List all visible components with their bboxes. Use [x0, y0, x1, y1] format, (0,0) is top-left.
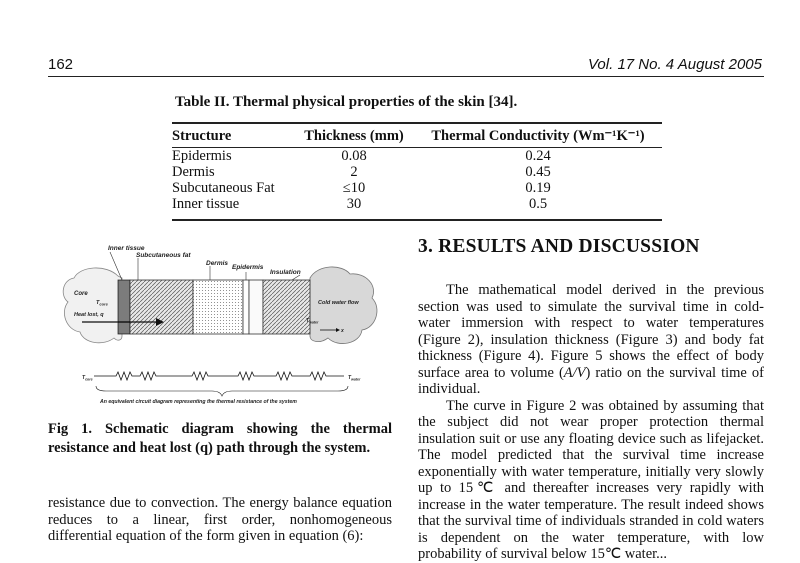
results-paragraph-2: The curve in Figure 2 was obtained by assuming that the subject did not wear proper protection thermal insulation suit or use any floating device such as lifejacket. The model predicted that the survival time increase exponentially with water temperature, initially very slowly up to 15℃ and thereafter increases very rapidly with increase in the water temperature. The result indeed shows that the survival time of individuals stranded in cold waters is dependent on the water temperature, with low probability of survival below 15℃ water...	[418, 397, 764, 562]
table-cell: Dermis	[172, 164, 215, 180]
label-epidermis: Epidermis	[232, 264, 264, 271]
column-header-structure: Structure	[172, 128, 232, 144]
t-core-subscript: core	[99, 301, 108, 307]
results-paragraph-1	[418, 282, 764, 398]
label-insulation: Insulation	[270, 269, 301, 276]
circuit-t-core-symbol: T	[82, 375, 86, 381]
circuit-t-core-subscript: core	[85, 377, 93, 382]
label-x-axis: x	[341, 328, 344, 334]
para1-text: The mathematical model derived in the previous section was used to simulate the survival time in cold-water immersion with respect to water temperatures (Figure 2), insulation thickness (Figure 3) and body fat thickness (Figure 4). Figure 5 shows the effect of body surface area to volume (	[418, 282, 764, 381]
table-row	[172, 146, 662, 164]
table-caption: Table II. Thermal physical properties of the skin [34].	[175, 94, 518, 110]
figure-caption: Fig 1. Schematic diagram showing the thermal resistance and heat lost (q) path through the system.	[48, 421, 392, 456]
left-body-text: resistance due to convection. The energy balance equation reduces to a linear, first order, nonhomogeneous differential equation of the form given in equation (6):	[48, 495, 392, 544]
column-header-conductivity: Thermal Conductivity (Wm⁻¹K⁻¹)	[431, 128, 645, 144]
table-row	[172, 180, 662, 196]
column-header-thickness: Thickness (mm)	[304, 128, 404, 144]
table-cell: Inner tissue	[172, 196, 240, 212]
journal-info: Vol. 17 No. 4 August 2005	[587, 56, 762, 73]
label-subcutaneous-fat: Subcutaneous fat	[136, 252, 191, 259]
table-row	[172, 196, 662, 212]
ratio-symbol: A/V	[563, 364, 586, 381]
t-core-symbol: T	[96, 300, 100, 306]
label-inner-tissue: Inner tissue	[108, 245, 145, 252]
circuit-caption: An equivalent circuit diagram representing the thermal resistance of the system	[100, 399, 297, 405]
table-cell: 2	[350, 164, 358, 180]
t-water-subscript: water	[309, 320, 319, 325]
table-cell: Epidermis	[172, 148, 232, 164]
gap-layer	[249, 280, 263, 334]
label-core: Core	[74, 291, 88, 297]
results-text	[418, 282, 764, 563]
page-number: 162	[48, 56, 74, 73]
section-heading: 3. RESULTS AND DISCUSSION	[418, 236, 700, 257]
table-cell: 0.08	[341, 148, 367, 164]
table-cell: Subcutaneous Fat	[172, 180, 275, 196]
subcutaneous-fat-layer	[130, 280, 193, 334]
circuit-line	[94, 372, 344, 380]
table-row	[172, 164, 662, 180]
epidermis-layer	[243, 280, 249, 334]
table-header-row	[172, 126, 662, 146]
schematic-figure	[60, 238, 380, 408]
table-cell: 0.24	[525, 148, 551, 164]
label-cold-water-flow: Cold water flow	[318, 300, 359, 306]
label-heat-lost: Heat lost, q	[74, 312, 104, 318]
table-cell: 30	[346, 196, 362, 212]
circuit-t-water-symbol: T	[348, 375, 352, 381]
t-water-symbol: T	[306, 318, 310, 324]
inner-tissue-layer	[118, 280, 130, 334]
dermis-layer	[193, 280, 243, 334]
table-cell: 0.19	[525, 180, 551, 196]
table-top-rule	[172, 122, 662, 124]
label-dermis: Dermis	[206, 260, 229, 267]
insulation-layer	[263, 280, 310, 334]
para1-end: ) ratio on the survival time of individual.	[418, 364, 764, 397]
circuit-brace	[96, 386, 348, 396]
table-bottom-rule	[172, 219, 662, 221]
table-cell: ≤10	[342, 180, 366, 196]
core-cloud-shape	[63, 268, 122, 343]
label-circuit-t-water	[348, 375, 361, 382]
thermal-properties-table	[172, 126, 662, 212]
circuit-t-water-subscript: water	[351, 377, 361, 382]
header-rule	[48, 76, 764, 77]
label-t-core	[96, 300, 109, 307]
table-cell: 0.5	[528, 196, 548, 212]
table-cell: 0.45	[525, 164, 551, 180]
label-circuit-t-core	[82, 375, 93, 382]
